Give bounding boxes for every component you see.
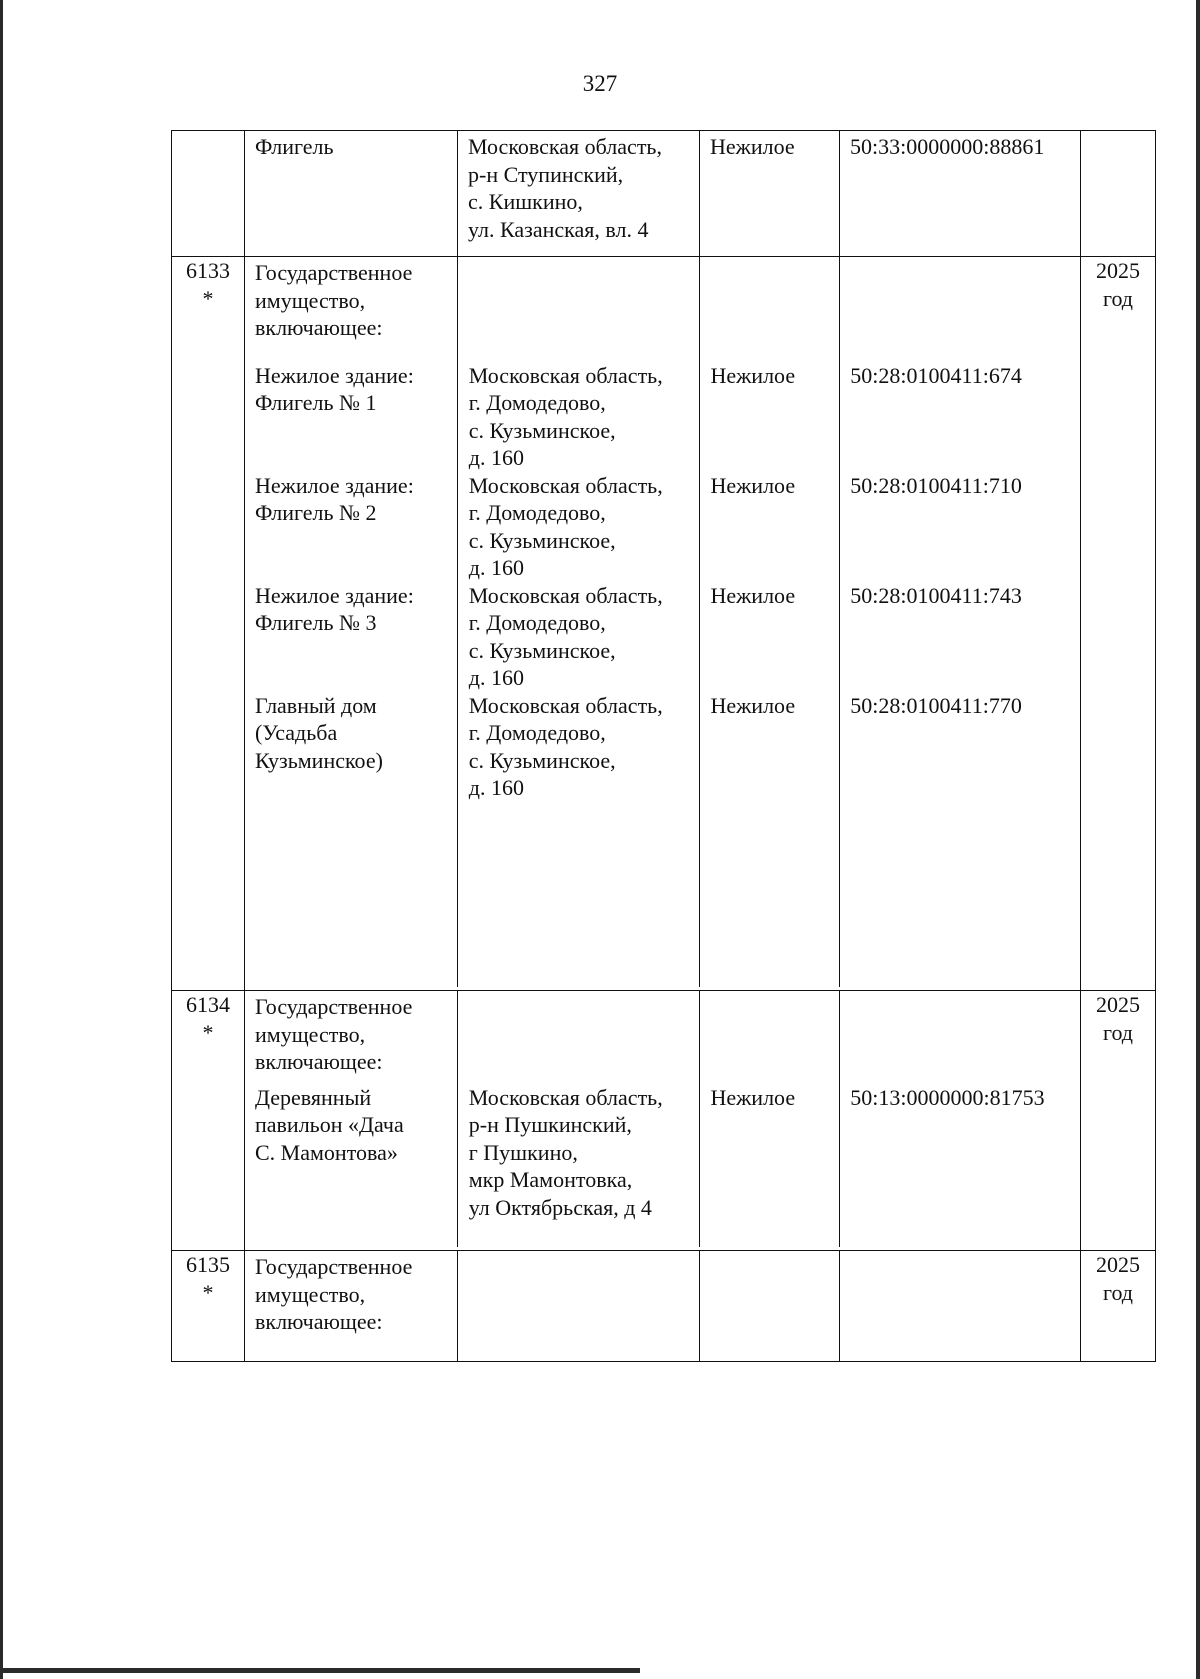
- item-cadastral: 50:28:0100411:770: [850, 692, 1022, 718]
- page-number: 327: [582, 71, 618, 96]
- item-address: Московская область,: [468, 692, 663, 718]
- name-line: Флигель: [255, 134, 334, 159]
- scan-edge-right: [1196, 0, 1200, 1679]
- year-cell: [1081, 991, 1156, 1251]
- item: Нежилое здание: Флигель № 3 Московская область, г. Домодедово, с. Кузьминское, д. 160 Нежилое 50:28:0100411:743: [245, 582, 1080, 692]
- item-name: (Усадьба: [255, 720, 338, 745]
- item-cadastral: 50:28:0100411:710: [850, 472, 1022, 498]
- address-line: Московская область,: [468, 134, 662, 159]
- item-name: Главный дом: [255, 692, 377, 718]
- item-name: Нежилое здание:: [255, 362, 414, 388]
- row-number: 6133: [186, 258, 230, 283]
- item-address: Московская область,: [468, 362, 663, 388]
- type-cell: [700, 1251, 840, 1362]
- type-text: Нежилое: [710, 134, 795, 159]
- item-address: Московская область,: [468, 1084, 663, 1110]
- cadastral-number: 50:33:0000000:88861: [850, 134, 1045, 159]
- item: Нежилое здание: Флигель № 1 Московская область, г. Домодедово, с. Кузьминское, д. 160 Нежилое 50:28:0100411:674: [245, 362, 1080, 472]
- scan-edge-bottom: [0, 1668, 640, 1673]
- continuation-row: [172, 131, 1156, 257]
- year-unit: год: [1102, 285, 1134, 311]
- name-cell: Государственное имущество, включающее:: [245, 1251, 458, 1362]
- year-unit: год: [1102, 1279, 1134, 1305]
- row-mark: *: [202, 285, 214, 311]
- group-row-6135: [172, 1251, 1156, 1362]
- scan-edge-left: [0, 0, 3, 1679]
- registry-table: [171, 130, 1156, 1362]
- group-title: Государственное: [255, 1254, 413, 1279]
- item-name: Флигель № 2: [255, 500, 377, 525]
- year-unit: год: [1102, 1019, 1134, 1045]
- group-title: Государственное имущество, включающее:: [255, 994, 413, 1074]
- group-row-6133: [172, 257, 1156, 991]
- item-type: Нежилое: [710, 362, 796, 388]
- item-type: Нежилое: [710, 692, 796, 718]
- item: Деревянный павильон «Дача С. Мамонтова» Московская область, р-н Пушкинский, г Пушкино, мкр Мамонтовка, ул Октябрьская, д 4 Нежилое 50:13:0000000:81753: [245, 1084, 1080, 1222]
- item-cadastral: 50:28:0100411:743: [850, 582, 1022, 608]
- num-cell: [172, 1251, 245, 1362]
- item: Нежилое здание: Флигель № 2 Московская область, г. Домодедово, с. Кузьминское, д. 160 Нежилое 50:28:0100411:710: [245, 472, 1080, 582]
- item-name: С. Мамонтова»: [255, 1139, 398, 1165]
- cadastral-cell: [840, 131, 1081, 257]
- address-cell: [458, 1251, 700, 1362]
- item-address: Московская область,: [468, 472, 663, 498]
- item-name: Кузьминское): [255, 747, 383, 773]
- year-value: 2025: [1096, 992, 1140, 1017]
- num-cell: [172, 257, 245, 991]
- row-number: 6134: [186, 992, 230, 1017]
- row-number: 6135: [186, 1252, 230, 1277]
- item-name: Нежилое здание:: [255, 582, 414, 608]
- item-type: Нежилое: [710, 582, 796, 608]
- item-name: Флигель № 3: [255, 610, 377, 635]
- group-title: Государственное имущество, включающее:: [255, 260, 413, 340]
- address-cell: [458, 131, 700, 257]
- item-type: Нежилое: [710, 1084, 796, 1110]
- group-body: [245, 257, 1081, 991]
- address-line: с. Кишкино,: [468, 189, 583, 214]
- row-mark: *: [202, 1019, 214, 1045]
- item-name: Флигель № 1: [255, 390, 377, 415]
- item-cadastral: 50:13:0000000:81753: [850, 1084, 1045, 1110]
- year-cell: [1081, 1251, 1156, 1362]
- year-value: 2025: [1096, 1252, 1140, 1277]
- group-body: [245, 991, 1081, 1251]
- address-line: р-н Ступинский,: [468, 161, 624, 187]
- year-cell: [1081, 257, 1156, 991]
- item: Главный дом (Усадьба Кузьминское) Московская область, г. Домодедово, с. Кузьминское, д. 160 Нежилое 50:28:0100411:770: [245, 692, 1080, 802]
- num-cell: [172, 131, 245, 257]
- year-cell: [1081, 131, 1156, 257]
- cadastral-cell: [840, 1251, 1081, 1362]
- name-cell: [245, 131, 458, 257]
- item-name: павильон «Дача: [255, 1112, 404, 1137]
- type-cell: [700, 131, 840, 257]
- row-mark: *: [202, 1279, 214, 1305]
- item-cadastral: 50:28:0100411:674: [850, 362, 1022, 388]
- num-cell: [172, 991, 245, 1251]
- item-type: Нежилое: [710, 472, 796, 498]
- item-name: Нежилое здание:: [255, 472, 414, 498]
- item-name: Деревянный: [255, 1084, 372, 1110]
- year-value: 2025: [1096, 258, 1140, 283]
- group-row-6134: [172, 991, 1156, 1251]
- item-address: Московская область,: [468, 582, 663, 608]
- address-line: ул. Казанская, вл. 4: [468, 216, 649, 242]
